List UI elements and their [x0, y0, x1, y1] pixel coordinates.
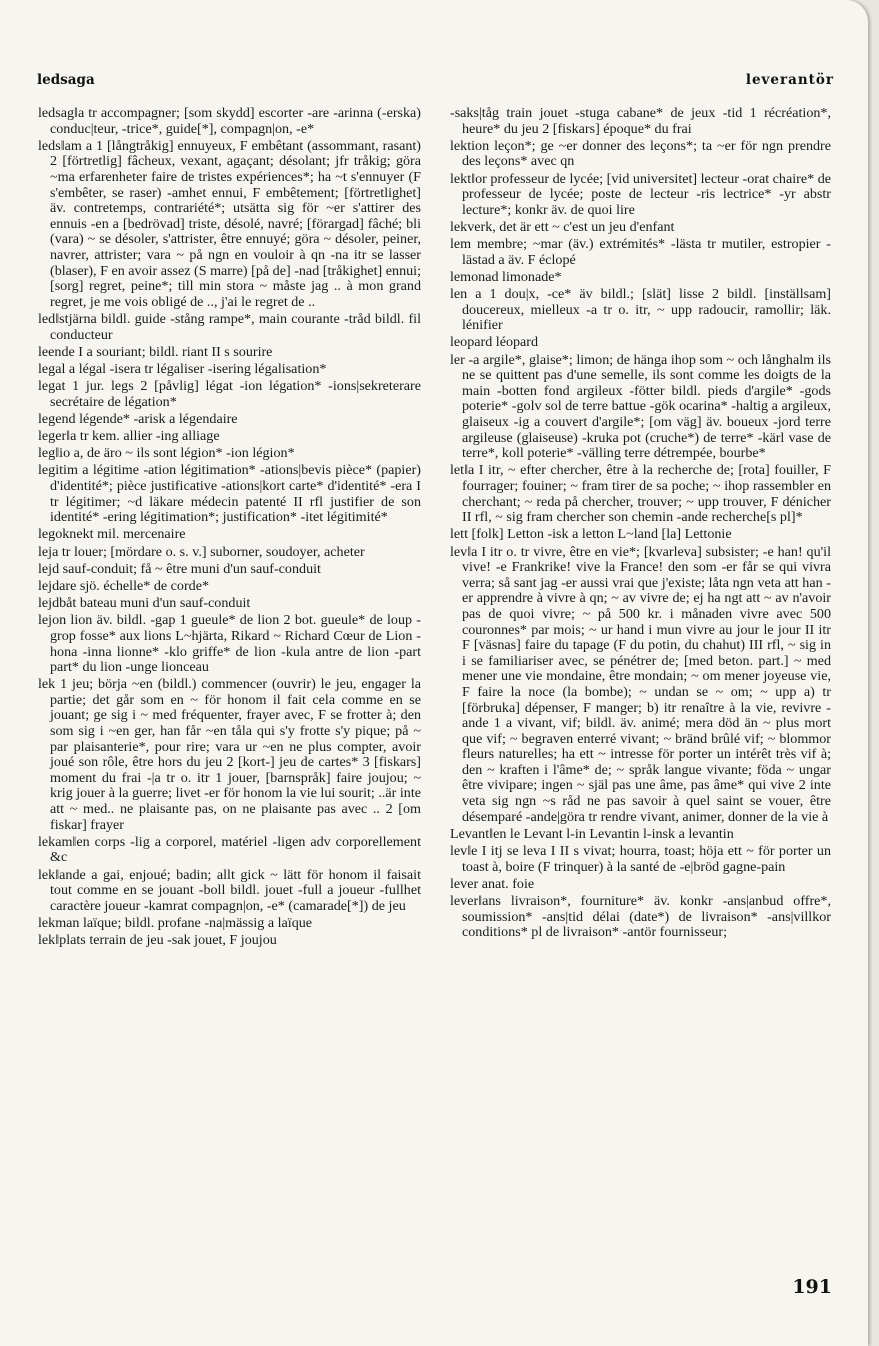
dictionary-entry: lejd sauf-conduit; få ~ être muni d'un sauf-conduit: [38, 560, 321, 577]
dictionary-entry: len a 1 dou|x, -ce* äv bildl.; [slät] lisse 2 bildl. [inställsam] doucereux, mielleux -a tr o. itr, ~ upp radoucir, ramollir; läk. lénifier: [450, 286, 831, 334]
dictionary-entry: lekam‖en corps -lig a corporel, matériel -ligen adv corporellement &c: [38, 833, 421, 866]
dictionary-entry: lek 1 jeu; börja ~en (bildl.) commencer (ouvrir) le jeu, engager la partie; det går som en ~ för honom il fait cela comme en se jouant; ge sig i ~ med fréquenter, frayer avec, F se frotter à; den som sig i ~en ger, han får ~en tåla qui s'y frotte s'y pique; på ~ par plaisanterie*, pour rire; vara ur ~en ne plus compter, avoir joué son rôle, être hors du jeu 2 [kort-] jeu de cartes* 3 [fiskars] moment du frai -|a tr o. itr 1 jouer, [barnspråk] faire joujou; ~ krig jouer à la guerre; livet -er för honom la vie lui sourit; ..är inte att ~ med.. ne plaisante pas, on ne plaisante pas avec .. 2 [om fiskar] frayer: [38, 676, 422, 833]
dictionary-entry: lett [folk] Letton -isk a letton L~land [la] Lettonie: [450, 526, 732, 543]
dictionary-entry: leopard léopard: [450, 334, 539, 351]
dictionary-entry: legend légende* -arisk a légendaire: [38, 410, 238, 427]
dictionary-entry: lev‖e I itj se leva I II s vivat; hourra, toast; höja ett ~ för porter un toast à, boire (F trinquer) à la santé de -e|bröd gagne-pain: [450, 843, 831, 875]
dictionary-entry: leg‖io a, de äro ~ ils sont légion* -ion légion*: [38, 445, 295, 462]
dictionary-entry: lekt‖or professeur de lycée; [vid universitet] lecteur -orat chaire* de professeur de lycée; poste de lecteur -ris lectrice* -yr abstr lecture*; konkr äv. de quoi lire: [450, 170, 831, 218]
dictionary-entry: legoknekt mil. mercenaire: [38, 526, 186, 543]
dictionary-entry: legitim a légitime -ation légitimation* -ations|bevis pièce* (papier) d'identité*; pièce justificative -ations|kort carte* d'identité* -era I tr légitimer; ~d läkare médecin patenté II rfl justifier de son identité* -ering légitimation*; justification* -itet légitimité*: [38, 462, 421, 526]
dictionary-entry: lek‖ande a gai, enjoué; badin; allt gick ~ lätt för honom il faisait tout comme en se jouant -boll bildl. jouet -full a joueur -fullhet caractère joueur -kamrat compagn|on, -e* (camarade[*]) de jeu: [38, 866, 421, 914]
dictionary-entry: leja tr louer; [mördare o. s. v.] suborner, soudoyer, acheter: [38, 543, 365, 560]
right-column: [450, 106, 831, 942]
dictionary-entry: lektion leçon*; ge ~er donner des leçons*; ta ~er för ngn prendre des leçons* avec qn: [450, 137, 831, 170]
dictionary-entry: lekverk, det är ett ~ c'est un jeu d'enfant: [450, 218, 675, 235]
dictionary-entry: legat 1 jur. legs 2 [påvlig] légat -ion légation* -ions|sekreterare secrétaire de légation*: [38, 378, 421, 410]
dictionary-entry: lejdare sjö. échelle* de corde*: [38, 577, 209, 594]
left-column: [38, 106, 421, 950]
dictionary-entry: lekman laïque; bildl. profane -na|mässig a laïque: [38, 914, 313, 931]
dictionary-entry: lejdbåt bateau muni d'un sauf-conduit: [38, 595, 251, 612]
dictionary-entry: lever anat. foie: [450, 875, 535, 892]
dictionary-entry: leger‖a tr kem. allier -ing alliage: [38, 428, 220, 445]
dictionary-entry: legal a légal -isera tr légaliser -isering légalisation*: [38, 360, 327, 377]
dictionary-entry: lek‖plats terrain de jeu -sak jouet, F joujou: [38, 932, 277, 949]
page-number: 191: [792, 1276, 832, 1298]
dictionary-entry: lem membre; ~mar (äv.) extrémités* -lästa tr mutiler, estropier -lästad a äv. F éclopé: [450, 236, 831, 268]
dictionary-entry: Levant‖en le Levant l-in Levantin l-insk a levantin: [450, 825, 734, 842]
dictionary-entry: leds‖am a 1 [långtråkig] ennuyeux, F embêtant (assommant, rasant) 2 [förtretlig] fâcheux, vexant, agaçant; désolant; jfr tråkig; göra ~ma erfarenheter faire de tristes expériences*; ha ~t s'ennuyer (F s'embêter, se raser) -amhet ennui, F embêtement; [förtretlighet] äv. contretemps, contrariété*; utsätta sig för ~er s'attirer des ennuis -en a [bedrövad] triste, désolé, navré; [förargad] fâché; bli (vara) ~ se désoler, s'attrister, être ennuyé; göra ~ désoler, peiner, navrer, attrister; vara ~ på ngn en vouloir à qn -na itr se lasser (blaser), F en avoir assez (S marre) [på de] -nad [tråkighet] ennui; [sorg] regret, peine*; till min stora ~ måste jag .. à mon grand regret, je me vois obligé de .., j'ai le regret de ..: [38, 137, 421, 310]
dictionary-entry: ler -a argile*, glaise*; limon; de hänga ihop som ~ och långhalm ils ne se quittent pas d'une semelle, ils sont comme les doigts de la main -botten fond argileux -fötter bildl. pieds d'argile* -gods poterie* -golv sol de terre battue -gök ocarina* -haltig a argileux, glaiseux -ig a couvert d'argile*; [om väg] äv. boueux -jord terre argileuse (glaiseuse) -kruka pot (cruche*) de terre* -kärl vase de terre*, koll poterie* -välling terre détrempée, bourbe*: [450, 351, 831, 462]
dictionary-entry: lejon lion äv. bildl. -gap 1 gueule* de lion 2 bot. gueule* de loup -grop fosse* aux lions L~hjärta, Rikard ~ Richard Cœur de Lion -hona -inna lionne* -klo griffe* de lion -kula antre de lion -part part* du lion -unge lionceau: [38, 612, 421, 676]
dictionary-entry: leende I a souriant; bildl. riant II s sourire: [38, 343, 273, 360]
dictionary-entry: let‖a I itr, ~ efter chercher, être à la recherche de; [rota] fouiller, F fourrager; fouiner; ~ fram tirer de sa poche; ~ ihop rassembler en cherchant; ~ reda på chercher, trouver; ~ upp trouver, F dénicher II rfl, ~ sig fram chercher son chemin -ande recherche[s pl]*: [450, 462, 831, 526]
dictionary-entry: lev‖a I itr o. tr vivre, être en vie*; [kvarleva] subsister; -e han! qu'il vive! -e Frankrike! vive la France! den som -er får se qui vivra verra; så sant jag -er aussi vrai que j'existe; låta ngn veta att han -er apprendre à vivre à qn; ~ av vivre de; ej ha ngt att ~ av n'avoir pas de quoi vivre; ~ på 500 kr. i månaden vivre avec 500 couronnes* par mois; ~ ur hand i mun vivre au jour le jour II itr F [väsnas] faire du tapage (F du potin, du chahut) III rfl, ~ sig in i se familiariser avec, se pénétrer de; [med beton. part.] ~ med mener une vie mondaine, être mondain; ~ om mener joyeuse vie, F faire la noce (la bombe); ~ undan se ~ om; ~ upp a) tr [förbruka] dépenser, F manger; b) itr renaître à la vie, revivre -ande 1 a vivant, vif; bildl. äv. animé; mera död än ~ plus mort que vif; ~ begraven enterré vivant; ~ bränd brûlé vif; ~ blommor fleurs naturelles; ha ett ~ intresse för porter un intérêt très vif à; den ~ kraften i l'âme* de; ~ språk langue vivante; föda ~ ungar être vivipare; ingen ~ själ pas une âme, pas âme* qui vive 2 inte veta sig ngn ~s råd ne pas savoir à quel saint se vouer, être désemparé -ande|göra tr rendre vivant, animer, donner de la vie à: [450, 543, 831, 825]
dictionary-entry: -saks|tåg train jouet -stuga cabane* de jeux -tid 1 récréation*, heure* du jeu 2 [fiskars] époque* du frai: [450, 105, 831, 137]
dictionary-entry: led‖stjärna bildl. guide -stång rampe*, main courante -tråd bildl. fil conducteur: [38, 310, 421, 343]
left-guide-word: ledsaga: [37, 72, 95, 88]
dictionary-entry: lever‖ans livraison*, fourniture* äv. konkr -ans|anbud offre*, soumission* -ans|tid délai (date*) de livraison* -ans|villkor conditions* pl de livraison* -antör fournisseur;: [450, 893, 831, 941]
dictionary-entry: ledsag‖a tr accompagner; [som skydd] escorter -are -arinna (-erska) conduc|teur, -trice*, guide[*], compagn|on, -e*: [38, 105, 421, 137]
dictionary-entry: lemonad limonade*: [450, 268, 562, 285]
right-guide-word: leverantör: [745, 72, 834, 88]
